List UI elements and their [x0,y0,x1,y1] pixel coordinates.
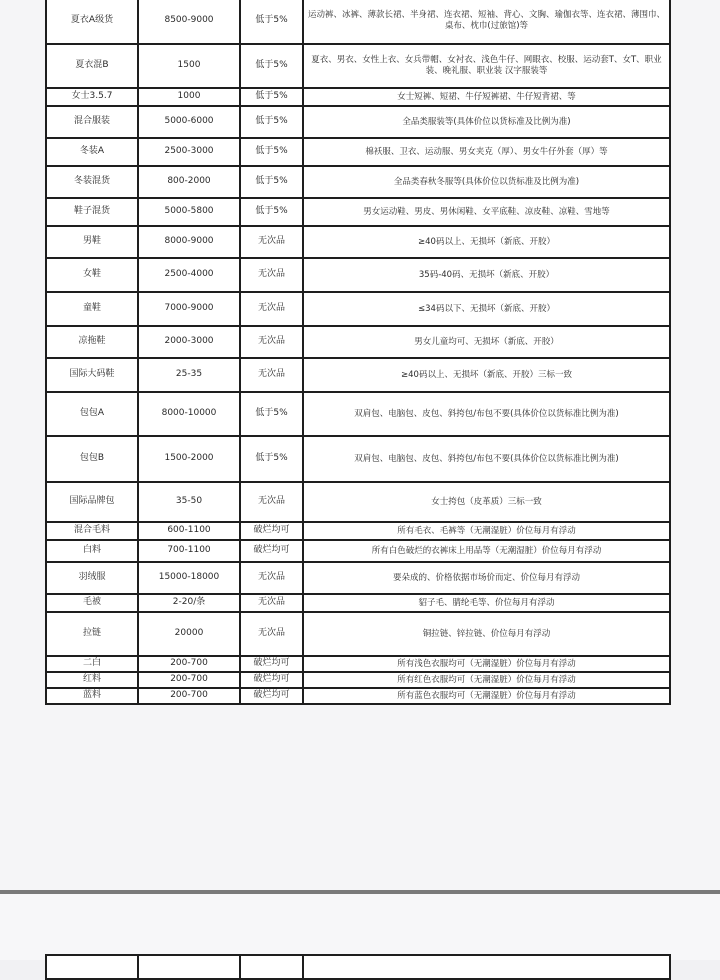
item-name-cell: 拉链 [46,612,138,656]
defect-rate-cell: 无次品 [240,326,303,358]
defect-rate-cell: 低于5% [240,436,303,482]
price-cell: 7000-9000 [138,292,240,326]
next-page [0,894,720,960]
item-name-cell: 男鞋 [46,226,138,258]
table-row [46,44,670,88]
defect-rate-cell: 破烂均可 [240,688,303,704]
price-cell: 20000 [138,612,240,656]
item-name-cell: 冬装混货 [46,166,138,198]
defect-rate-cell: 无次品 [240,292,303,326]
description-cell: 貂子毛、腈纶毛等、价位每月有浮动 [303,594,670,612]
defect-rate-cell: 低于5% [240,138,303,166]
item-name-cell: 混合服装 [46,106,138,138]
description-cell: 所有蓝色衣服均可（无潮湿脏）价位每月有浮动 [303,688,670,704]
defect-rate-cell: 破烂均可 [240,672,303,688]
item-name-cell: 女鞋 [46,258,138,292]
defect-rate-cell: 低于5% [240,166,303,198]
item-name-cell: 红料 [46,672,138,688]
price-cell: 8500-9000 [138,0,240,44]
table-row [46,138,670,166]
description-cell: 全品类服装等(具体价位以货标准及比例为准) [303,106,670,138]
table-row [46,612,670,656]
table-row [46,522,670,540]
table-row [46,358,670,392]
table-row [46,955,670,979]
item-name-cell: 凉拖鞋 [46,326,138,358]
item-name-cell: 夏衣A级货 [46,0,138,44]
defect-rate-cell: 破烂均可 [240,522,303,540]
defect-rate-cell: 破烂均可 [240,540,303,562]
table-row [46,436,670,482]
table-row [46,656,670,672]
price-cell: 1000 [138,88,240,106]
description-cell: 铜拉链、锌拉链、价位每月有浮动 [303,612,670,656]
price-cell: 15000-18000 [138,562,240,594]
price-cell: 2000-3000 [138,326,240,358]
item-name-cell: 混合毛料 [46,522,138,540]
table-row [46,258,670,292]
table-row [46,392,670,436]
price-cell: 700-1100 [138,540,240,562]
description-cell: 女士短裤、短裙、牛仔短裤裙、牛仔短背裙、等 [303,88,670,106]
table-row [46,594,670,612]
item-name-cell: 鞋子混货 [46,198,138,226]
price-cell: 25-35 [138,358,240,392]
defect-rate-cell: 无次品 [240,482,303,522]
price-cell: 1500-2000 [138,436,240,482]
description-cell: 女士挎包（皮革质）三标一致 [303,482,670,522]
description-cell: 男女儿童均可、无损坏（新底、开胶） [303,326,670,358]
item-name-cell: 羽绒服 [46,562,138,594]
price-cell: 2500-3000 [138,138,240,166]
item-name-cell: 童鞋 [46,292,138,326]
price-cell: 200-700 [138,672,240,688]
description-cell: 全品类春秋冬服等(具体价位以货标准及比例为准) [303,166,670,198]
description-cell: 男女运动鞋、男皮、男休闲鞋、女平底鞋、凉皮鞋、凉鞋、雪地等 [303,198,670,226]
description-cell: 双肩包、电脑包、皮包、斜挎包/布包不要(具体价位以货标准比例为准) [303,436,670,482]
price-cell: 800-2000 [138,166,240,198]
defect-rate-cell: 低于5% [240,44,303,88]
price-cell: 35-50 [138,482,240,522]
table-row [46,166,670,198]
price-cell: 600-1100 [138,522,240,540]
item-name-cell: 二白 [46,656,138,672]
description-cell: ≥40码以上、无损坏（新底、开胶）三标一致 [303,358,670,392]
table-row [46,482,670,522]
table-row [46,198,670,226]
description-cell: 35码-40码、无损坏（新底、开胶） [303,258,670,292]
item-name-cell: 蓝料 [46,688,138,704]
defect-rate-cell: 无次品 [240,358,303,392]
defect-rate-cell: 低于5% [240,0,303,44]
price-cell: 8000-9000 [138,226,240,258]
table-cell [46,955,138,979]
table-cell [240,955,303,979]
defect-rate-cell: 低于5% [240,106,303,138]
description-cell: 所有毛衣、毛裤等（无潮湿脏）价位每月有浮动 [303,522,670,540]
table-row [46,226,670,258]
table-row [46,540,670,562]
defect-rate-cell: 无次品 [240,562,303,594]
item-name-cell: 毛被 [46,594,138,612]
table-row [46,88,670,106]
description-cell: 要朵成的、价格依据市场价而定、价位每月有浮动 [303,562,670,594]
table-row [46,672,670,688]
description-cell: 所有红色衣服均可（无潮湿脏）价位每月有浮动 [303,672,670,688]
recycling-price-table [45,0,671,705]
price-cell: 1500 [138,44,240,88]
table-cell [138,955,240,979]
table-row [46,0,670,44]
item-name-cell: 包包B [46,436,138,482]
description-cell: 运动裤、冰裤、薄款长裙、半身裙、连衣裙、短袖、背心、文胸、瑜伽衣等、连衣裙、薄围巾、桌布、枕巾(过旅馆)等 [303,0,670,44]
price-cell: 2-20/条 [138,594,240,612]
next-page-table-top [45,954,671,980]
table-row [46,106,670,138]
description-cell: ≥40码以上、无损坏（新底、开胶） [303,226,670,258]
defect-rate-cell: 破烂均可 [240,656,303,672]
defect-rate-cell: 低于5% [240,392,303,436]
description-cell: 所有白色破烂的衣裤床上用品等（无潮湿脏）价位每月有浮动 [303,540,670,562]
description-cell: ≤34码以下、无损坏（新底、开胶） [303,292,670,326]
description-cell: 双肩包、电脑包、皮包、斜挎包/布包不要(具体价位以货标准比例为准) [303,392,670,436]
price-cell: 5000-6000 [138,106,240,138]
defect-rate-cell: 无次品 [240,258,303,292]
price-table-body [46,0,670,704]
price-cell: 8000-10000 [138,392,240,436]
defect-rate-cell: 无次品 [240,594,303,612]
defect-rate-cell: 低于5% [240,88,303,106]
price-cell: 2500-4000 [138,258,240,292]
item-name-cell: 女士3.5.7 [46,88,138,106]
table-cell [303,955,670,979]
item-name-cell: 包包A [46,392,138,436]
item-name-cell: 夏衣混B [46,44,138,88]
item-name-cell: 白料 [46,540,138,562]
defect-rate-cell: 低于5% [240,198,303,226]
table-row [46,326,670,358]
description-cell: 夏衣、男衣、女性上衣、女兵带帽、女衬衣、浅色牛仔、网眼衣、校服、运动套T、女T、职业装、晚礼服、职业装 汉字服装等 [303,44,670,88]
item-name-cell: 国际大码鞋 [46,358,138,392]
item-name-cell: 国际品牌包 [46,482,138,522]
table-row [46,688,670,704]
price-cell: 200-700 [138,688,240,704]
table-row [46,562,670,594]
defect-rate-cell: 无次品 [240,612,303,656]
price-cell: 200-700 [138,656,240,672]
price-cell: 5000-5800 [138,198,240,226]
table-row [46,292,670,326]
description-cell: 棉袄服、卫衣、运动服、男女夹克（厚）、男女牛仔外套（厚）等 [303,138,670,166]
description-cell: 所有浅色衣服均可（无潮湿脏）价位每月有浮动 [303,656,670,672]
defect-rate-cell: 无次品 [240,226,303,258]
item-name-cell: 冬装A [46,138,138,166]
